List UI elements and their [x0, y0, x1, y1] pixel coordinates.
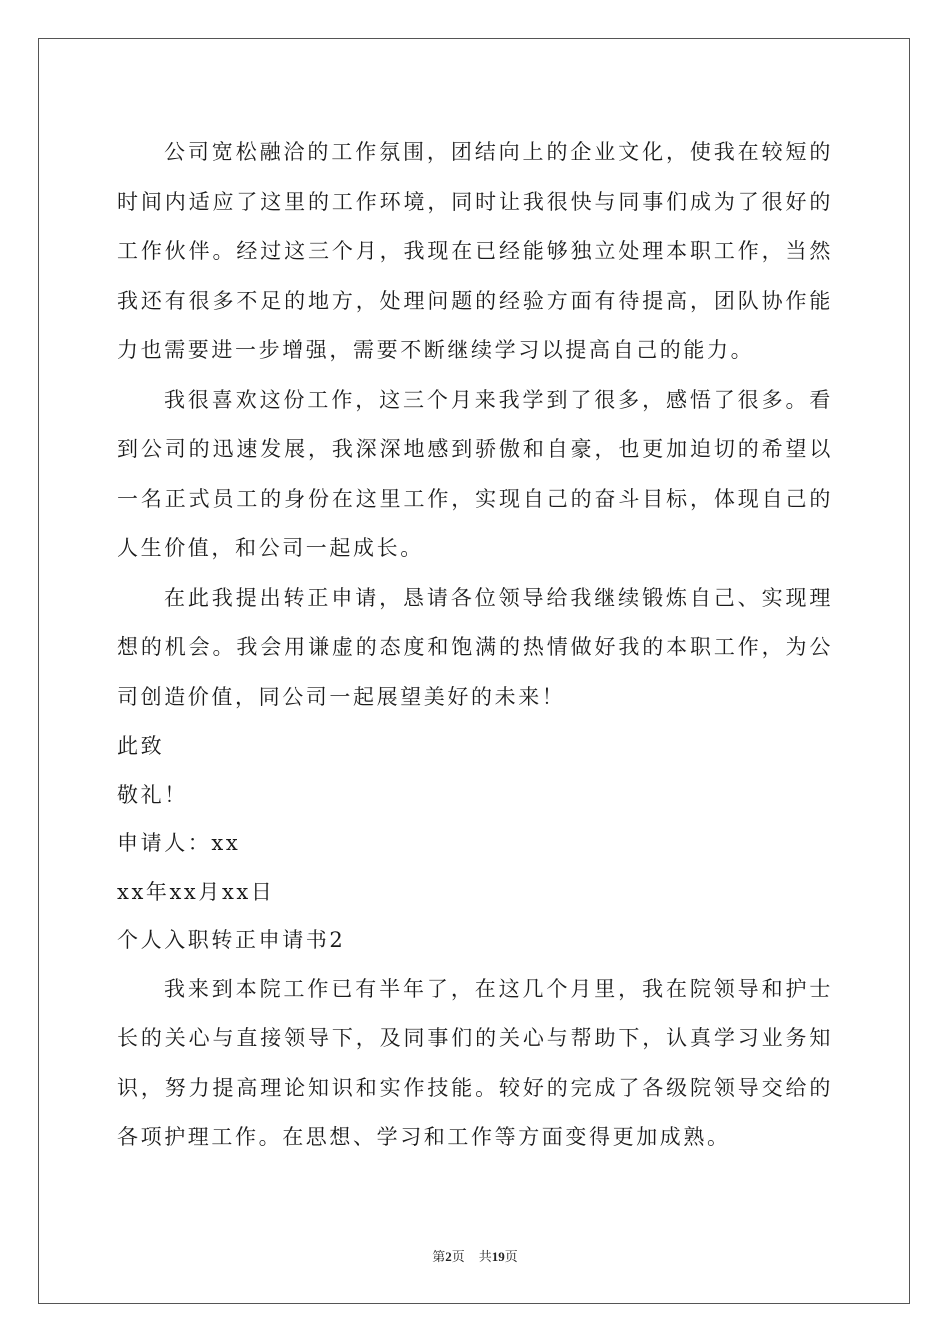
- footer-total-pages: 19: [491, 1249, 505, 1264]
- applicant-line: 申请人：xx: [117, 831, 241, 855]
- paragraph-4: 我来到本院工作已有半年了，在这几个月里，我在院领导和护士长的关心与直接领导下，及同事们的关心与帮助下，认真学习业务知识，努力提高理论知识和实作技能。较好的完成了各级院领导交给的各项护理工作。在思想、学习和工作等方面变得更加成熟。: [117, 976, 833, 1149]
- footer-total-suffix: 页: [504, 1249, 518, 1264]
- salute-line: 敬礼！: [117, 782, 188, 807]
- footer-page-prefix: 第: [432, 1249, 446, 1264]
- footer-page-number: 2: [445, 1249, 452, 1264]
- closing-line: 此致: [117, 734, 165, 758]
- document-body: [117, 128, 833, 1163]
- footer-total-prefix: 共: [478, 1249, 492, 1264]
- paragraph-3: 在此我提出转正申请，恳请各位领导给我继续锻炼自己、实现理想的机会。我会用谦虚的态度和饱满的热情做好我的本职工作，为公司创造价值，同公司一起展望美好的未来！: [117, 585, 833, 709]
- page-footer: [0, 1249, 950, 1265]
- paragraph-2: 我很喜欢这份工作，这三个月来我学到了很多，感悟了很多。看到公司的迅速发展，我深深地感到骄傲和自豪，也更加迫切的希望以一名正式员工的身份在这里工作，实现自己的奋斗目标，体现自己的人生价值，和公司一起成长。: [117, 387, 833, 560]
- date-line: xx年xx月xx日: [117, 879, 275, 904]
- section-heading: 个人入职转正申请书2: [117, 928, 346, 952]
- paragraph-1: 公司宽松融洽的工作氛围，团结向上的企业文化，使我在较短的时间内适应了这里的工作环境，同时让我很快与同事们成为了很好的工作伙伴。经过这三个月，我现在已经能够独立处理本职工作，当然我还有很多不足的地方，处理问题的经验方面有待提高，团队协作能力也需要进一步增强，需要不断继续学习以提高自己的能力。: [117, 140, 833, 362]
- footer-page-suffix: 页: [451, 1249, 465, 1264]
